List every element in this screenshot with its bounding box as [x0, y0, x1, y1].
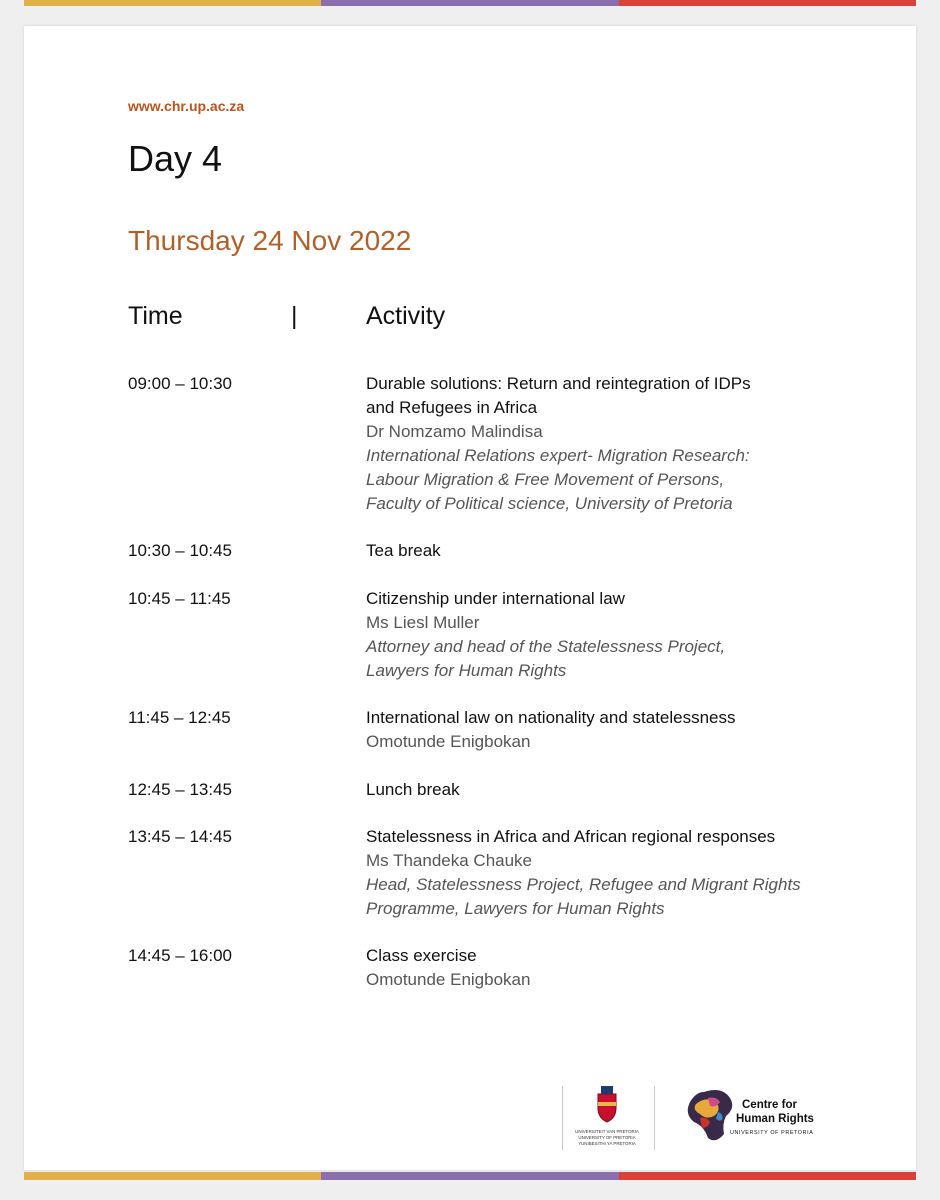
bar-segment-purple — [321, 0, 618, 6]
time-column-header: Time — [128, 302, 183, 330]
activity-role: International Relations expert- Migration Research: — [366, 446, 750, 465]
bar-segment-purple — [321, 1172, 618, 1180]
row-time: 12:45 – 13:45 — [128, 780, 232, 799]
up-logo-line-1: UNIVERSITEIT VAN PRETORIA — [575, 1129, 639, 1134]
activity-title: Tea break — [366, 541, 441, 560]
activity-title: Statelessness in Africa and African regional responses — [366, 827, 776, 846]
crest-band-icon — [598, 1102, 616, 1106]
bottom-color-bar — [24, 1172, 916, 1180]
chr-logo-line-3: UNIVERSITY OF PRETORIA — [730, 1130, 814, 1136]
date-heading: Thursday 24 Nov 2022 — [128, 225, 412, 256]
website-url[interactable]: www.chr.up.ac.za — [128, 98, 245, 114]
activity-speaker: Ms Liesl Muller — [366, 613, 480, 632]
up-logo-line-2: UNIVERSITY OF PRETORIA — [578, 1135, 636, 1140]
activity-role: Head, Statelessness Project, Refugee and Migrant Rights — [366, 875, 801, 894]
centre-for-human-rights-logo — [674, 1082, 834, 1154]
up-logo-line-3: YUNIBESITHI YA PRETORIA — [578, 1141, 636, 1146]
row-activity — [366, 825, 826, 921]
activity-role: Faculty of Political science, University of Pretoria — [366, 494, 733, 513]
column-divider: | — [291, 302, 298, 330]
bar-segment-red — [619, 0, 916, 6]
activity-title: and Refugees in Africa — [366, 398, 538, 417]
logo-divider — [654, 1086, 655, 1150]
logo-divider — [562, 1086, 563, 1150]
row-activity — [366, 539, 826, 563]
page-title: Day 4 — [128, 138, 223, 179]
crest-shield-icon — [598, 1094, 616, 1122]
row-time: 11:45 – 12:45 — [128, 708, 231, 727]
activity-title: Citizenship under international law — [366, 589, 625, 608]
activity-speaker: Omotunde Enigbokan — [366, 970, 531, 989]
row-activity — [366, 944, 826, 992]
document-page — [24, 26, 916, 1170]
row-activity — [366, 372, 826, 516]
bar-segment-yellow — [24, 0, 321, 6]
row-activity — [366, 587, 826, 683]
activity-speaker: Ms Thandeka Chauke — [366, 851, 533, 870]
row-time: 09:00 – 10:30 — [128, 374, 232, 393]
row-time: 10:30 – 10:45 — [128, 541, 232, 560]
row-time: 13:45 – 14:45 — [128, 827, 232, 846]
crest-top-icon — [601, 1086, 613, 1094]
university-of-pretoria-logo — [572, 1082, 642, 1154]
activity-role: Attorney and head of the Statelessness Project, — [366, 637, 726, 656]
activity-title: International law on nationality and statelessness — [366, 708, 736, 727]
activity-title: Durable solutions: Return and reintegration of IDPs — [366, 374, 751, 393]
activity-title: Lunch break — [366, 780, 460, 799]
bar-segment-red — [619, 1172, 916, 1180]
footer-logos — [562, 1082, 862, 1154]
activity-role: Lawyers for Human Rights — [366, 661, 567, 680]
activity-role: Labour Migration & Free Movement of Persons, — [366, 470, 725, 489]
top-color-bar — [24, 0, 916, 6]
activity-role: Programme, Lawyers for Human Rights — [366, 899, 665, 918]
chr-logo-line-2: Human Rights — [736, 1113, 814, 1125]
row-time: 10:45 – 11:45 — [128, 589, 231, 608]
activity-column-header: Activity — [366, 302, 446, 330]
activity-speaker: Omotunde Enigbokan — [366, 732, 531, 751]
activity-title: Class exercise — [366, 946, 477, 965]
row-activity — [366, 778, 826, 802]
bar-segment-yellow — [24, 1172, 321, 1180]
activity-speaker: Dr Nomzamo Malindisa — [366, 422, 543, 441]
chr-logo-line-1: Centre for — [742, 1099, 797, 1111]
row-activity — [366, 706, 826, 754]
row-time: 14:45 – 16:00 — [128, 946, 232, 965]
